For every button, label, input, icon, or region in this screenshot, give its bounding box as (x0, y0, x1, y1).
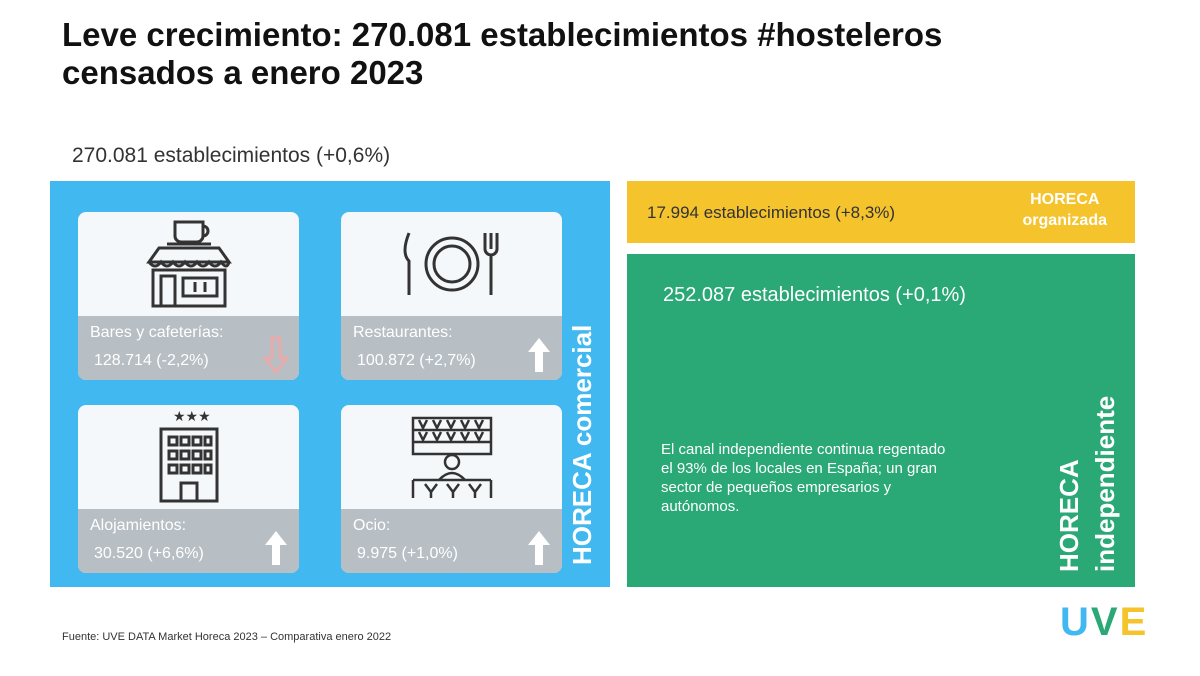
title-line-2: censados a enero 2023 (62, 54, 424, 91)
svg-text:★★★: ★★★ (172, 409, 211, 425)
plate-cutlery-icon (397, 229, 507, 299)
logo-e: E (1119, 600, 1149, 644)
card-value: 9.975 (+1,0%) (357, 545, 458, 562)
horeca-independiente-label-line2: independiente (1090, 395, 1120, 572)
card-label: Restaurantes: (353, 324, 453, 341)
arrow-up-icon (526, 336, 552, 374)
title-line-1: Leve crecimiento: 270.081 establecimientos #hosteleros (62, 16, 943, 53)
card-bares-cafeterias (78, 212, 299, 380)
bar-leisure-icon (407, 414, 497, 500)
card-value: 128.714 (-2,2%) (94, 352, 209, 369)
page-title (62, 16, 1162, 92)
logo-v: V (1090, 600, 1120, 644)
arrow-up-icon (526, 529, 552, 567)
card-label: Ocio: (353, 517, 391, 534)
uve-logo (1060, 600, 1148, 645)
card-ocio (341, 405, 562, 573)
horeca-comercial-panel (50, 181, 610, 587)
source-note: Fuente: UVE DATA Market Horeca 2023 – Comparativa enero 2022 (62, 631, 392, 643)
arrow-down-icon (263, 336, 289, 374)
card-value: 30.520 (+6,6%) (94, 545, 204, 562)
horeca-organizada-panel (627, 181, 1135, 243)
horeca-organizada-label: HORECA organizada (1022, 191, 1107, 229)
card-restaurantes (341, 212, 562, 380)
card-value: 100.872 (+2,7%) (357, 352, 476, 369)
organizada-count: 17.994 establecimientos (+8,3%) (647, 203, 896, 222)
independiente-description: El canal independiente continua regentado el 93% de los locales en España; un gran sector de pequeños empresarios y autónomos. (661, 441, 946, 515)
card-label: Alojamientos: (90, 517, 187, 534)
independiente-count: 252.087 establecimientos (+0,1%) (663, 284, 966, 306)
hotel-icon (149, 409, 229, 505)
cafe-shop-icon (139, 218, 239, 310)
card-alojamientos (78, 405, 299, 573)
horeca-independiente-label-line1: HORECA (1054, 459, 1084, 572)
arrow-up-icon (263, 529, 289, 567)
total-establishments: 270.081 establecimientos (+0,6%) (72, 144, 391, 167)
card-label: Bares y cafeterías: (90, 324, 224, 341)
horeca-comercial-label: HORECA comercial (567, 324, 597, 565)
logo-u: U (1060, 600, 1091, 644)
